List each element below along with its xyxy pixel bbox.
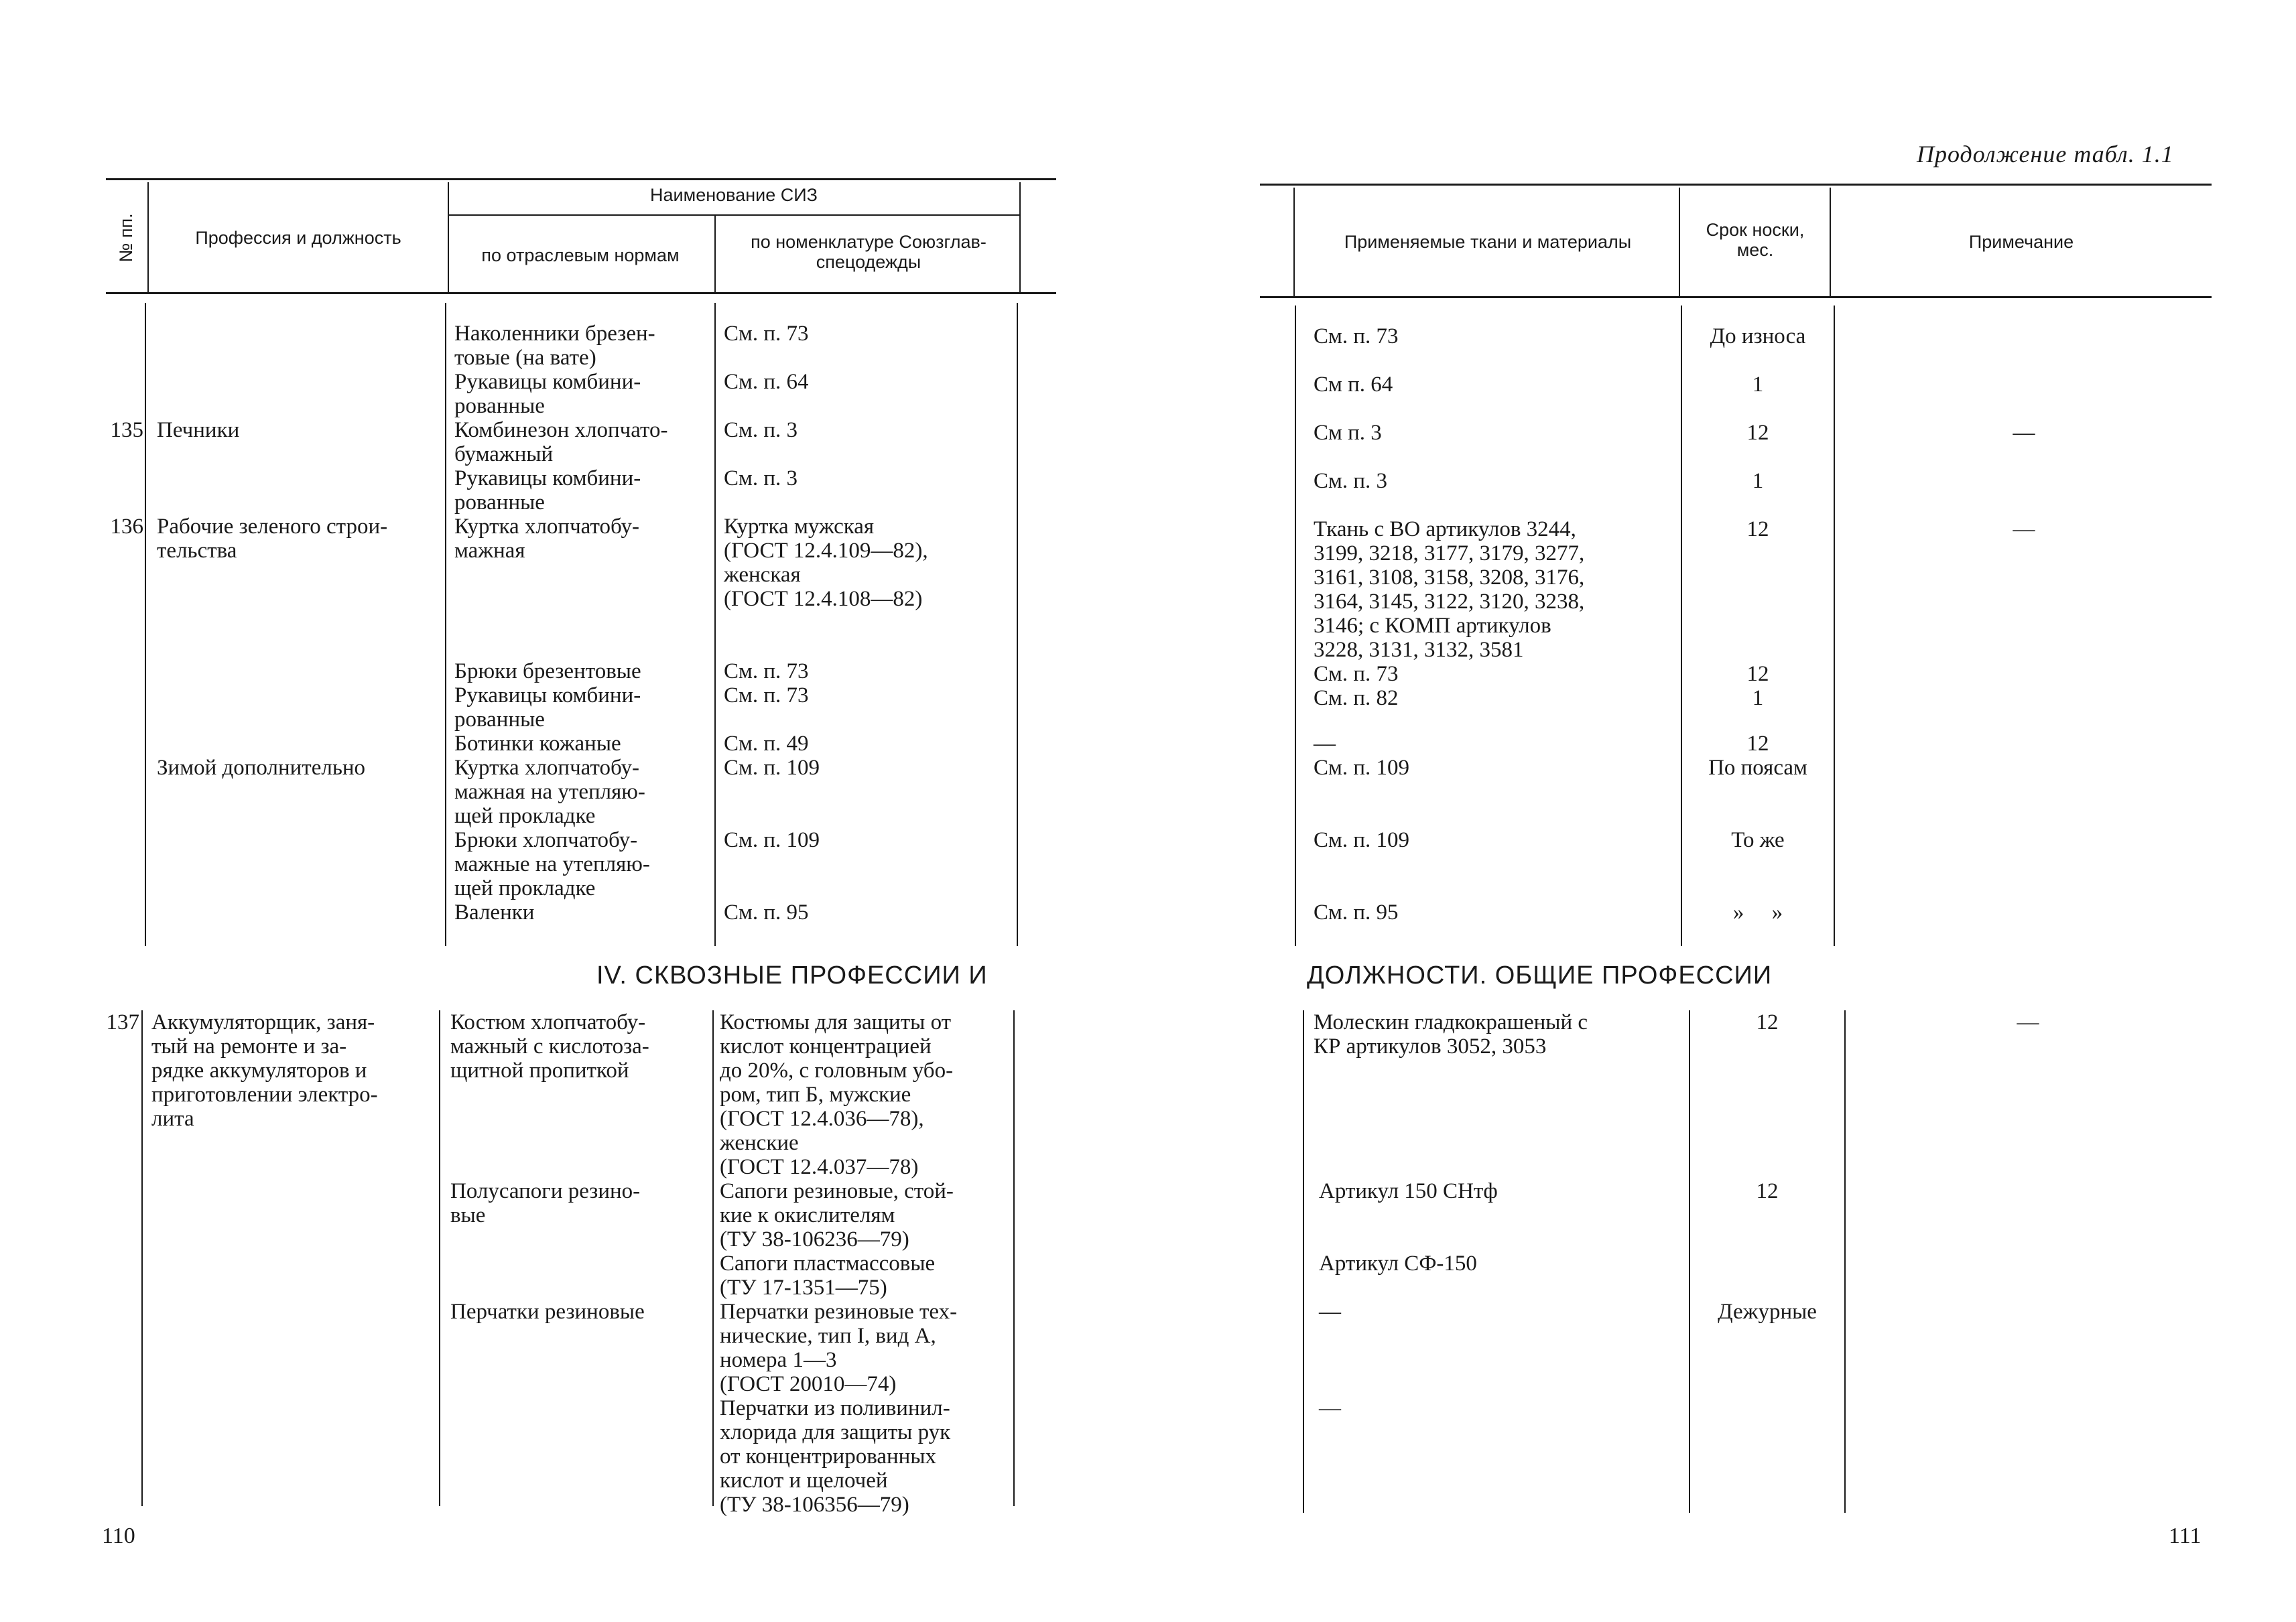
term-cell: 12 xyxy=(1746,517,1769,541)
section-title-right: ДОЛЖНОСТИ. ОБЩИЕ ПРОФЕССИИ xyxy=(1307,961,1773,990)
right-vline xyxy=(1689,1010,1690,1513)
term-cell: 12 xyxy=(1746,732,1769,756)
note-cell: — xyxy=(2013,517,2035,541)
materials-cell: См. п. 109 xyxy=(1314,756,1410,780)
header-siz-group: Наименование СИЗ xyxy=(650,185,818,205)
term-cell: 12 xyxy=(1756,1179,1779,1203)
right-vline xyxy=(1303,1010,1304,1513)
industry-cell: Брюки брезентовые xyxy=(454,659,641,683)
materials-cell: См. п. 109 xyxy=(1314,828,1410,852)
header-profession: Профессия и должность xyxy=(195,228,401,248)
right-vline xyxy=(1834,306,1835,946)
materials-cell: — xyxy=(1319,1300,1341,1324)
nomenclature-cell: См. п. 3 xyxy=(724,466,798,490)
nomenclature-cell: Перчатки из поливинил- хлорида для защиты рук от концентрированных кислот и щелочей (ТУ 38-106356—79) xyxy=(720,1396,951,1517)
materials-cell: — xyxy=(1314,732,1336,756)
header-num: № пп. xyxy=(116,213,136,263)
left-header-mid-rule xyxy=(448,214,1019,216)
right-header-top-rule xyxy=(1260,184,2212,186)
page-number-left: 110 xyxy=(102,1524,135,1548)
nomenclature-cell: Костюмы для защиты от кислот концентрацией до 20%, с головным убо- ром, тип Б, мужские (ГОСТ 12.4.036—78), женские (ГОСТ 12.4.037—78) xyxy=(720,1010,954,1179)
left-vline xyxy=(714,303,716,946)
materials-cell: См п. 3 xyxy=(1314,421,1382,445)
materials-cell: См. п. 73 xyxy=(1314,662,1399,686)
left-vline xyxy=(147,182,149,292)
section-title-left: IV. СКВОЗНЫЕ ПРОФЕССИИ И xyxy=(596,961,988,990)
profession-cell: Зимой дополнительно xyxy=(157,756,366,780)
right-vline xyxy=(1830,188,1831,296)
materials-cell: См. п. 73 xyxy=(1314,324,1399,348)
materials-cell: Артикул СФ-150 xyxy=(1319,1252,1477,1276)
left-header-bottom-rule xyxy=(106,292,1056,294)
header-industry: по отраслевым нормам xyxy=(481,245,680,265)
industry-cell: Комбинезон хлопчато- бумажный xyxy=(454,418,668,466)
row-number: 136 xyxy=(110,515,143,539)
left-vline xyxy=(1019,182,1021,292)
materials-cell: Ткань с ВО артикулов 3244, 3199, 3218, 3177, 3179, 3277, 3161, 3108, 3158, 3208, 3176, 3164, 3145, 3122, 3120, 3238, 3146; с КОМП артикулов 3228, 3131, 3132, 3581 xyxy=(1314,517,1585,662)
materials-cell: См п. 64 xyxy=(1314,373,1393,397)
note-cell: — xyxy=(2013,421,2035,445)
left-vline xyxy=(445,303,446,946)
materials-cell: См. п. 82 xyxy=(1314,686,1399,710)
right-vline xyxy=(1293,188,1295,296)
left-vline xyxy=(714,216,716,292)
industry-cell: Куртка хлопчатобу- мажная xyxy=(454,515,639,563)
materials-cell: См. п. 95 xyxy=(1314,900,1399,925)
industry-cell: Ботинки кожаные xyxy=(454,732,621,756)
left-header-top-rule xyxy=(106,178,1056,180)
industry-cell: Рукавицы комбини- рованные xyxy=(454,466,641,515)
nomenclature-cell: Куртка мужская (ГОСТ 12.4.109—82), женская (ГОСТ 12.4.108—82) xyxy=(724,515,928,611)
left-vline xyxy=(712,1010,714,1506)
industry-cell: Рукавицы комбини- рованные xyxy=(454,370,641,418)
term-cell: 12 xyxy=(1756,1010,1779,1034)
materials-cell: Артикул 150 СНтф xyxy=(1319,1179,1498,1203)
left-vline xyxy=(439,1010,440,1506)
nomenclature-cell: См. п. 95 xyxy=(724,900,809,925)
term-cell: 12 xyxy=(1746,662,1769,686)
left-vline xyxy=(448,182,449,292)
term-cell: До износа xyxy=(1710,324,1806,348)
continuation-label: Продолжение табл. 1.1 xyxy=(1917,141,2174,167)
left-vline xyxy=(1017,303,1018,946)
nomenclature-cell: См. п. 109 xyxy=(724,828,820,852)
industry-cell: Перчатки резиновые xyxy=(450,1300,645,1324)
materials-cell: См. п. 3 xyxy=(1314,469,1388,493)
right-vline xyxy=(1295,306,1296,946)
term-cell: То же xyxy=(1731,828,1785,852)
industry-cell: Куртка хлопчатобу- мажная на утепляю- щей прокладке xyxy=(454,756,645,828)
nomenclature-cell: Перчатки резиновые тех- нические, тип I, вид А, номера 1—3 (ГОСТ 20010—74) xyxy=(720,1300,958,1396)
header-note: Примечание xyxy=(1968,232,2074,252)
nomenclature-cell: См. п. 3 xyxy=(724,418,798,442)
industry-cell: Брюки хлопчатобу- мажные на утепляю- щей прокладке xyxy=(454,828,650,900)
left-vline xyxy=(1013,1010,1015,1506)
industry-cell: Валенки xyxy=(454,900,535,925)
right-vline xyxy=(1679,188,1680,296)
nomenclature-cell: См. п. 73 xyxy=(724,659,809,683)
industry-cell: Рукавицы комбини- рованные xyxy=(454,683,641,732)
industry-cell: Наколенники брезен- товые (на вате) xyxy=(454,322,655,370)
term-cell: 1 xyxy=(1752,373,1764,397)
left-vline xyxy=(145,303,146,946)
nomenclature-cell: Сапоги резиновые, стой- кие к окислителям (ТУ 38-106236—79) xyxy=(720,1179,954,1252)
term-cell: Дежурные xyxy=(1718,1300,1817,1324)
materials-cell: Молескин гладкокрашеный с КР артикулов 3052, 3053 xyxy=(1314,1010,1588,1059)
note-cell: — xyxy=(2017,1010,2039,1034)
profession-cell: Аккумуляторщик, заня- тый на ремонте и за- рядке аккумуляторов и приготовлении электро- лита xyxy=(151,1010,378,1131)
nomenclature-cell: См. п. 73 xyxy=(724,683,809,707)
nomenclature-cell: См. п. 49 xyxy=(724,732,809,756)
left-vline xyxy=(141,1010,143,1506)
header-nomenclature: по номенклатуре Союзглав- спецодежды xyxy=(751,232,986,272)
term-cell: 1 xyxy=(1752,469,1764,493)
industry-cell: Костюм хлопчатобу- мажный с кислотоза- щитной пропиткой xyxy=(450,1010,649,1083)
right-vline xyxy=(1844,1010,1846,1513)
profession-cell: Рабочие зеленого строи- тельства xyxy=(157,515,388,563)
profession-cell: Печники xyxy=(157,418,240,442)
nomenclature-cell: См. п. 73 xyxy=(724,322,809,346)
row-number: 137 xyxy=(106,1010,139,1034)
term-cell: » » xyxy=(1732,900,1783,925)
header-materials: Применяемые ткани и материалы xyxy=(1344,232,1632,252)
row-number: 135 xyxy=(110,418,143,442)
nomenclature-cell: См. п. 64 xyxy=(724,370,809,394)
term-cell: 1 xyxy=(1752,686,1764,710)
right-header-bottom-rule xyxy=(1260,296,2212,298)
materials-cell: — xyxy=(1319,1396,1341,1420)
industry-cell: Полусапоги резино- вые xyxy=(450,1179,641,1227)
term-cell: По поясам xyxy=(1708,756,1807,780)
nomenclature-cell: См. п. 109 xyxy=(724,756,820,780)
right-vline xyxy=(1681,306,1682,946)
header-term: Срок носки, мес. xyxy=(1706,220,1805,260)
page-number-right: 111 xyxy=(2169,1524,2202,1548)
term-cell: 12 xyxy=(1746,421,1769,445)
nomenclature-cell: Сапоги пластмассовые (ТУ 17-1351—75) xyxy=(720,1252,936,1300)
